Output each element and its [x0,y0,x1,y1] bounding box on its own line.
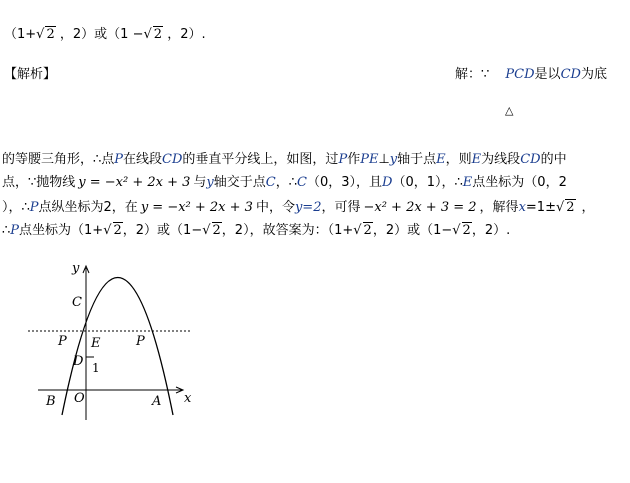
sqrt-2: 2 [566,200,575,215]
answer-line: （1+√ 2 ，2）或（1 −√ 2 ，2）. [4,27,206,42]
sqrt-2: 2 [46,27,55,42]
sqrt-2: 2 [153,27,163,42]
solution-line-2: 点，∵抛物线 y = −x² + 2x + 3 与y轴交于点C，∴C（0，3），且D（0，1），∴E点坐标为（0，2 [2,175,567,190]
triangle-symbol: △ [505,104,514,117]
label-e: E [91,336,101,351]
label-y: y [72,261,80,276]
solution-line-1: 的等腰三角形，∴点P在线段CD的垂直平分线上，如图，过P作PE⊥y轴于点E，则E为线段CD的中 [2,152,567,167]
label-x: x [184,391,192,406]
label-b: B [46,394,56,409]
label-p-right: P [136,334,145,349]
sqrt-2: 2 [363,223,372,238]
label-c: C [72,295,82,310]
analysis-label: 【解析】 [4,67,57,82]
solution-line-3: ），∴P点纵坐标为2，在 y = −x² + 2x + 3 中，令y=2，可得 −x² + 2x + 3 = 2 ，解得x=1±√ 2 ， [2,200,595,215]
label-p-left: P [58,334,67,349]
sqrt-2: 2 [113,223,122,238]
solution-head: 解：∵ PCD是以CD为底 [455,67,607,82]
label-o: O [74,391,85,406]
label-one: 1 [92,361,100,375]
solution-line-4: ∴P点坐标为（1+√ 2，2）或（1−√ 2，2），故答案为：（1+√ 2，2）或（1−√ 2，2）. [2,223,511,238]
sqrt-2: 2 [212,223,221,238]
label-d: D [73,354,84,369]
sqrt-2: 2 [462,223,471,238]
label-a: A [152,394,162,409]
